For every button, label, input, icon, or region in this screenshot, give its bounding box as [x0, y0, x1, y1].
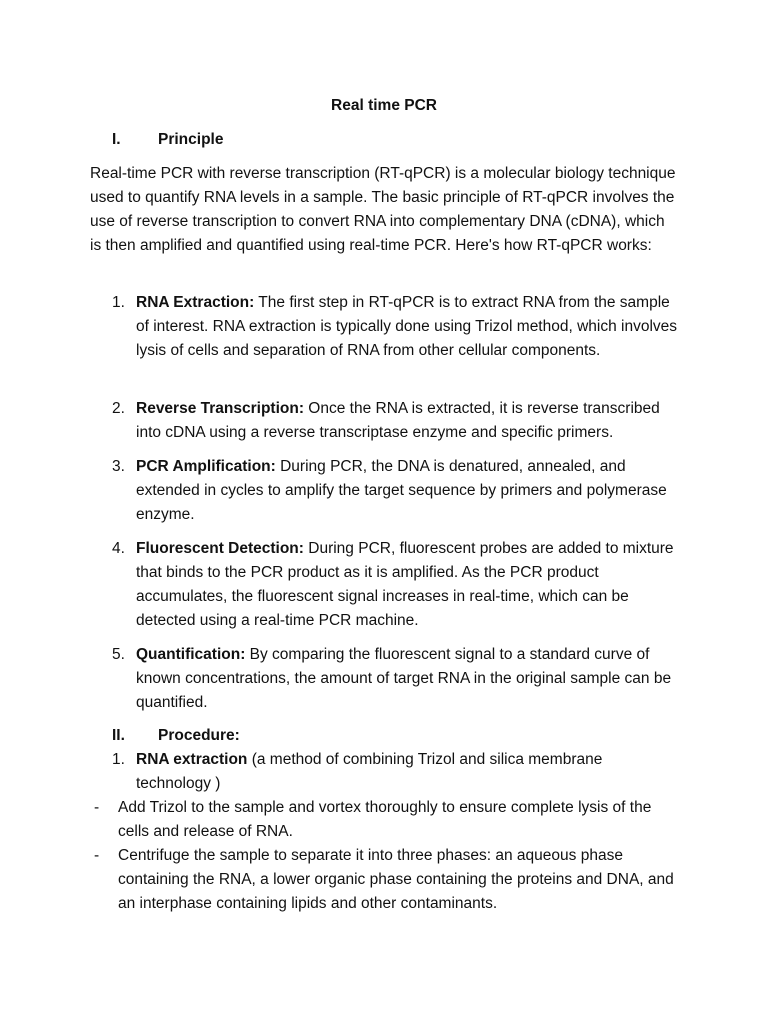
list-number: 1. [112, 294, 125, 311]
page-title: Real time PCR [331, 97, 437, 114]
section-label: Principle [158, 131, 224, 148]
bullet-dash: - [94, 799, 100, 816]
list-number: 4. [112, 540, 125, 557]
list-number: 1. [112, 751, 125, 768]
section-number: II. [112, 727, 125, 744]
list-term: Quantification: [136, 646, 246, 663]
bullet-item [94, 844, 680, 916]
bullet-dash: - [94, 847, 100, 864]
list-text: By comparing the fluorescent signal to a standard curve of known concentrations, the amount of target RNA in the original sample can be quantified. [136, 646, 672, 711]
bullet-text: Centrifuge the sample to separate it into three phases: an aqueous phase containing the RNA, a lower organic phase containing the proteins and DNA, and an interphase containing lipids and other contaminants. [118, 847, 674, 912]
list-term: PCR Amplification: [136, 458, 276, 475]
list-text: During PCR, fluorescent probes are added to mixture that binds to the PCR product as it is amplified. As the PCR product accumulates, the fluorescent signal increases in real-time, which can be detected using a real-time PCR machine. [136, 540, 674, 629]
list-item [112, 455, 681, 527]
list-number: 3. [112, 458, 125, 475]
section-label: Procedure: [158, 727, 240, 744]
section-number: I. [112, 131, 121, 148]
list-text: (a method of combining Trizol and silica membrane technology ) [136, 751, 603, 792]
list-term: RNA extraction [136, 751, 248, 768]
list-item [112, 537, 681, 633]
list-number: 5. [112, 646, 125, 663]
list-text: Once the RNA is extracted, it is reverse transcribed into cDNA using a reverse transcriptase enzyme and specific primers. [136, 400, 660, 441]
list-text: During PCR, the DNA is denatured, annealed, and extended in cycles to amplify the target sequence by primers and polymerase enzyme. [136, 458, 667, 523]
bullet-item [94, 796, 680, 844]
bullet-text: Add Trizol to the sample and vortex thoroughly to ensure complete lysis of the cells and release of RNA. [118, 799, 652, 840]
list-text: The first step in RT-qPCR is to extract RNA from the sample of interest. RNA extraction is typically done using Trizol method, which involves lysis of cells and separation of RNA from other cellular components. [136, 294, 678, 359]
list-number: 2. [112, 400, 125, 417]
list-item [112, 397, 681, 445]
list-item [112, 643, 681, 715]
list-term: Fluorescent Detection: [136, 540, 304, 557]
list-item [112, 291, 681, 363]
intro-paragraph: Real-time PCR with reverse transcription (RT-qPCR) is a molecular biology technique used to quantify RNA levels in a sample. The basic principle of RT-qPCR involves the use of reverse transcription to convert RNA into complementary DNA (cDNA), which is then amplified and quantified using real-time PCR. Here's how RT-qPCR works: [90, 165, 676, 254]
list-term: RNA Extraction: [136, 294, 255, 311]
list-term: Reverse Transcription: [136, 400, 304, 417]
list-item [112, 748, 681, 796]
